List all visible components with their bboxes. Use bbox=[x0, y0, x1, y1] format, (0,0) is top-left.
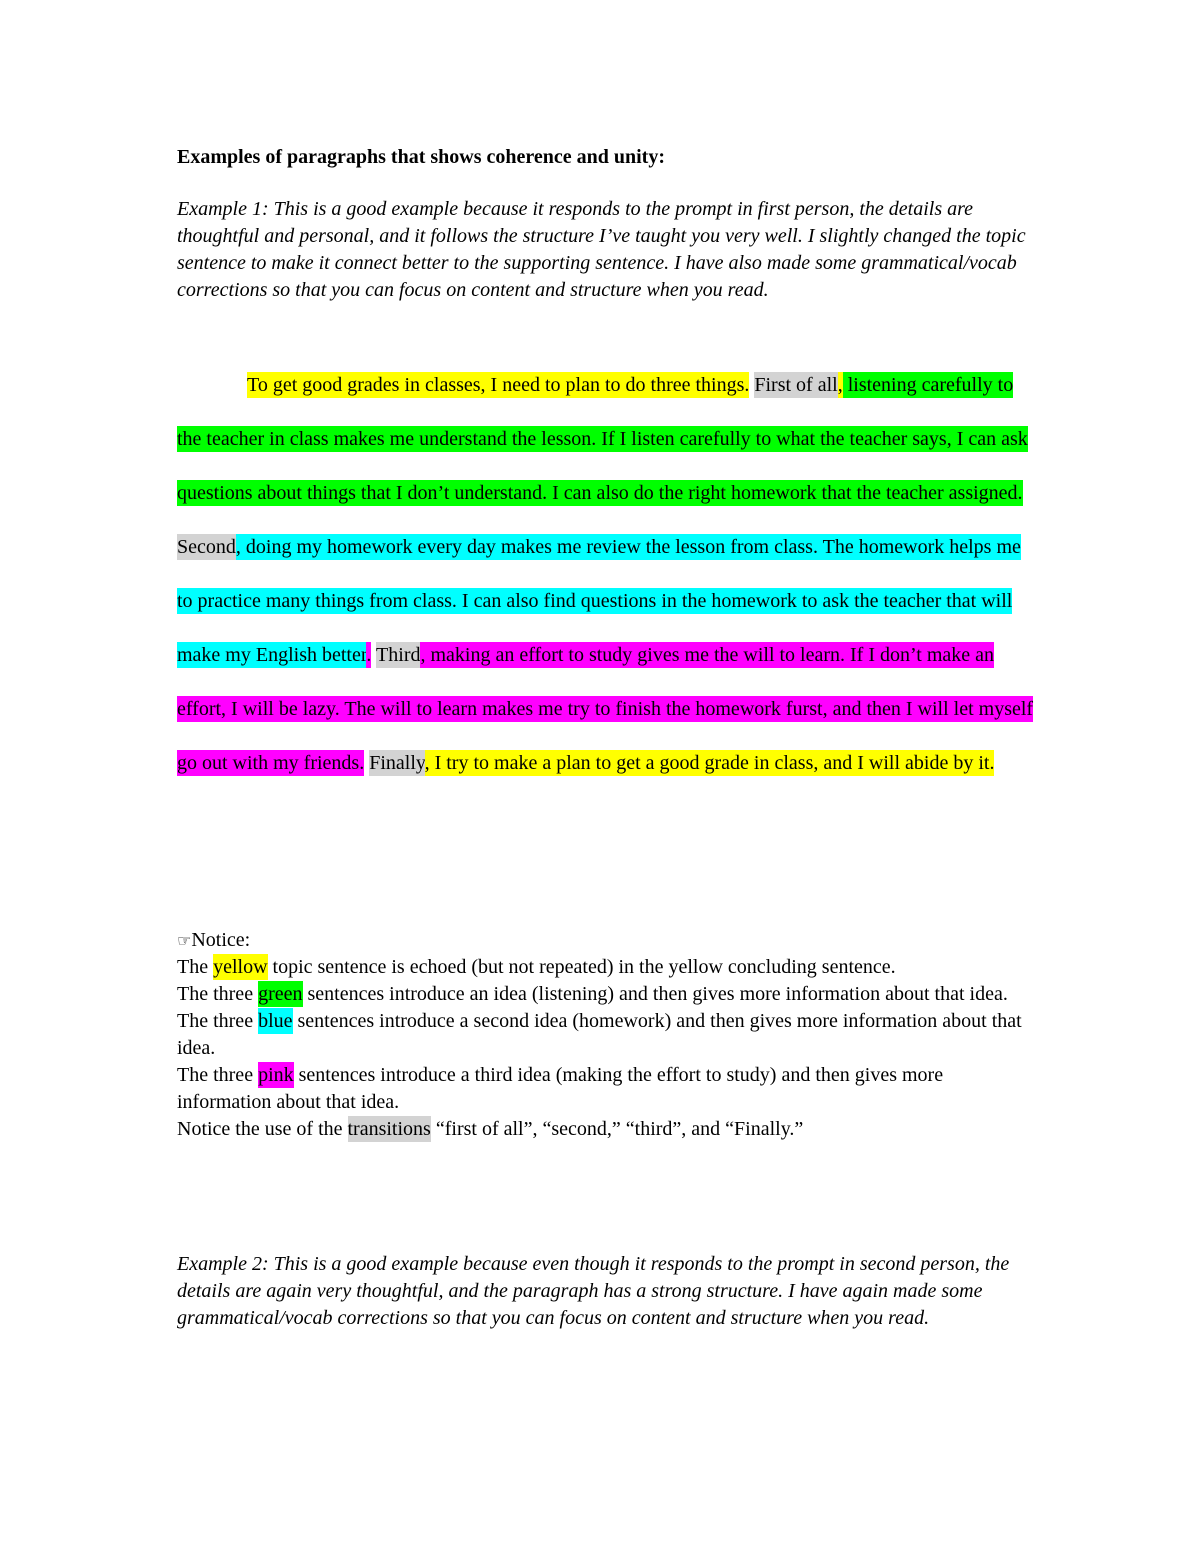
notice-segment-text: The three bbox=[177, 1010, 259, 1032]
notice-segment-text: “first of all”, “second,” “third”, and “Finally.” bbox=[430, 1118, 804, 1140]
notice-segment-text: topic sentence is echoed (but not repeated) in the yellow concluding sentence. bbox=[267, 956, 896, 978]
paragraph-segment-yellow-highlight: To get good grades in classes, I need to plan to do three things. bbox=[247, 374, 750, 396]
notice-line bbox=[177, 954, 1037, 981]
notice-segment-gray-highlight: transitions bbox=[347, 1118, 431, 1140]
paragraph-segment-gray-highlight: Finally bbox=[369, 752, 425, 774]
paragraph-segment-gray-highlight: Third bbox=[376, 644, 421, 666]
paragraph-segment-green-highlight: listening carefully to the teacher in class makes me understand the lesson. If I listen carefully to what the teacher says, I can ask questions about things that I don’t understand. I can also do the right homework that the teacher assigned. bbox=[177, 374, 1028, 504]
notice-segment-text: The three bbox=[177, 983, 259, 1005]
notice-lines bbox=[177, 954, 1037, 1143]
notice-segment-text: The bbox=[177, 956, 214, 978]
paragraph-segment-pink-highlight: . bbox=[366, 644, 372, 666]
example-1-intro: Example 1: This is a good example because it responds to the prompt in first person, the details are thoughtful and personal, and it follows the structure I’ve taught you very well. I slightly changed the topic sentence to make it connect better to the supporting sentence. I have also made some grammatical/vocab corrections so that you can focus on content and structure when you read. bbox=[177, 198, 1026, 301]
paragraph-segment-yellow-highlight: , bbox=[837, 374, 843, 396]
notice-segment-yellow-highlight: yellow bbox=[213, 956, 268, 978]
paragraph-segment-yellow-highlight: , I try to make a plan to get a good grade in class, and I will abide by it. bbox=[424, 752, 995, 774]
paragraph-segment-gray-highlight: Second bbox=[177, 536, 236, 558]
example-1-paragraph bbox=[177, 358, 1037, 790]
notice-line bbox=[177, 1062, 1037, 1116]
notice-line bbox=[177, 1008, 1037, 1062]
notice-heading bbox=[177, 927, 1037, 954]
notice-heading-label: Notice: bbox=[191, 929, 251, 951]
notice-segment-text: sentences introduce an idea (listening) and then gives more information about that idea. bbox=[302, 983, 1008, 1005]
notice-line bbox=[177, 1116, 1037, 1143]
paragraph-segment-gray-highlight: First of all bbox=[754, 374, 838, 396]
example-2-intro: Example 2: This is a good example because even though it responds to the prompt in second person, the details are again very thoughtful, and the paragraph has a strong structure. I have again made some grammatical/vocab corrections so that you can focus on content and structure when you read. bbox=[177, 1253, 1010, 1329]
notice-segment-blue-highlight: blue bbox=[258, 1010, 293, 1032]
notice-segment-green-highlight: green bbox=[258, 983, 303, 1005]
document-title: Examples of paragraphs that shows coherence and unity: bbox=[177, 146, 665, 168]
pointing-hand-icon: ☞ bbox=[177, 931, 192, 950]
notice-line bbox=[177, 981, 1037, 1008]
notice-segment-pink-highlight: pink bbox=[258, 1064, 294, 1086]
notice-segment-text: Notice the use of the bbox=[177, 1118, 348, 1140]
notice-segment-text: sentences introduce a second idea (homework) and then gives more information about that idea. bbox=[177, 1010, 1022, 1059]
notice-segment-text: The three bbox=[177, 1064, 259, 1086]
notice-segment-text: sentences introduce a third idea (making the effort to study) and then gives more information about that idea. bbox=[177, 1064, 944, 1113]
paragraph-segment-blue-highlight: , doing my homework every day makes me review the lesson from class. The homework helps me to practice many things from class. I can also find questions in the homework to ask the teacher that will make my English better bbox=[177, 536, 1021, 666]
notice-section bbox=[177, 927, 1037, 1143]
paragraph-segment-pink-highlight: , making an effort to study gives me the will to learn. If I don’t make an effort, I will be lazy. The will to learn makes me try to finish the homework furst, and then I will let myself go out with my friends. bbox=[177, 644, 1034, 774]
